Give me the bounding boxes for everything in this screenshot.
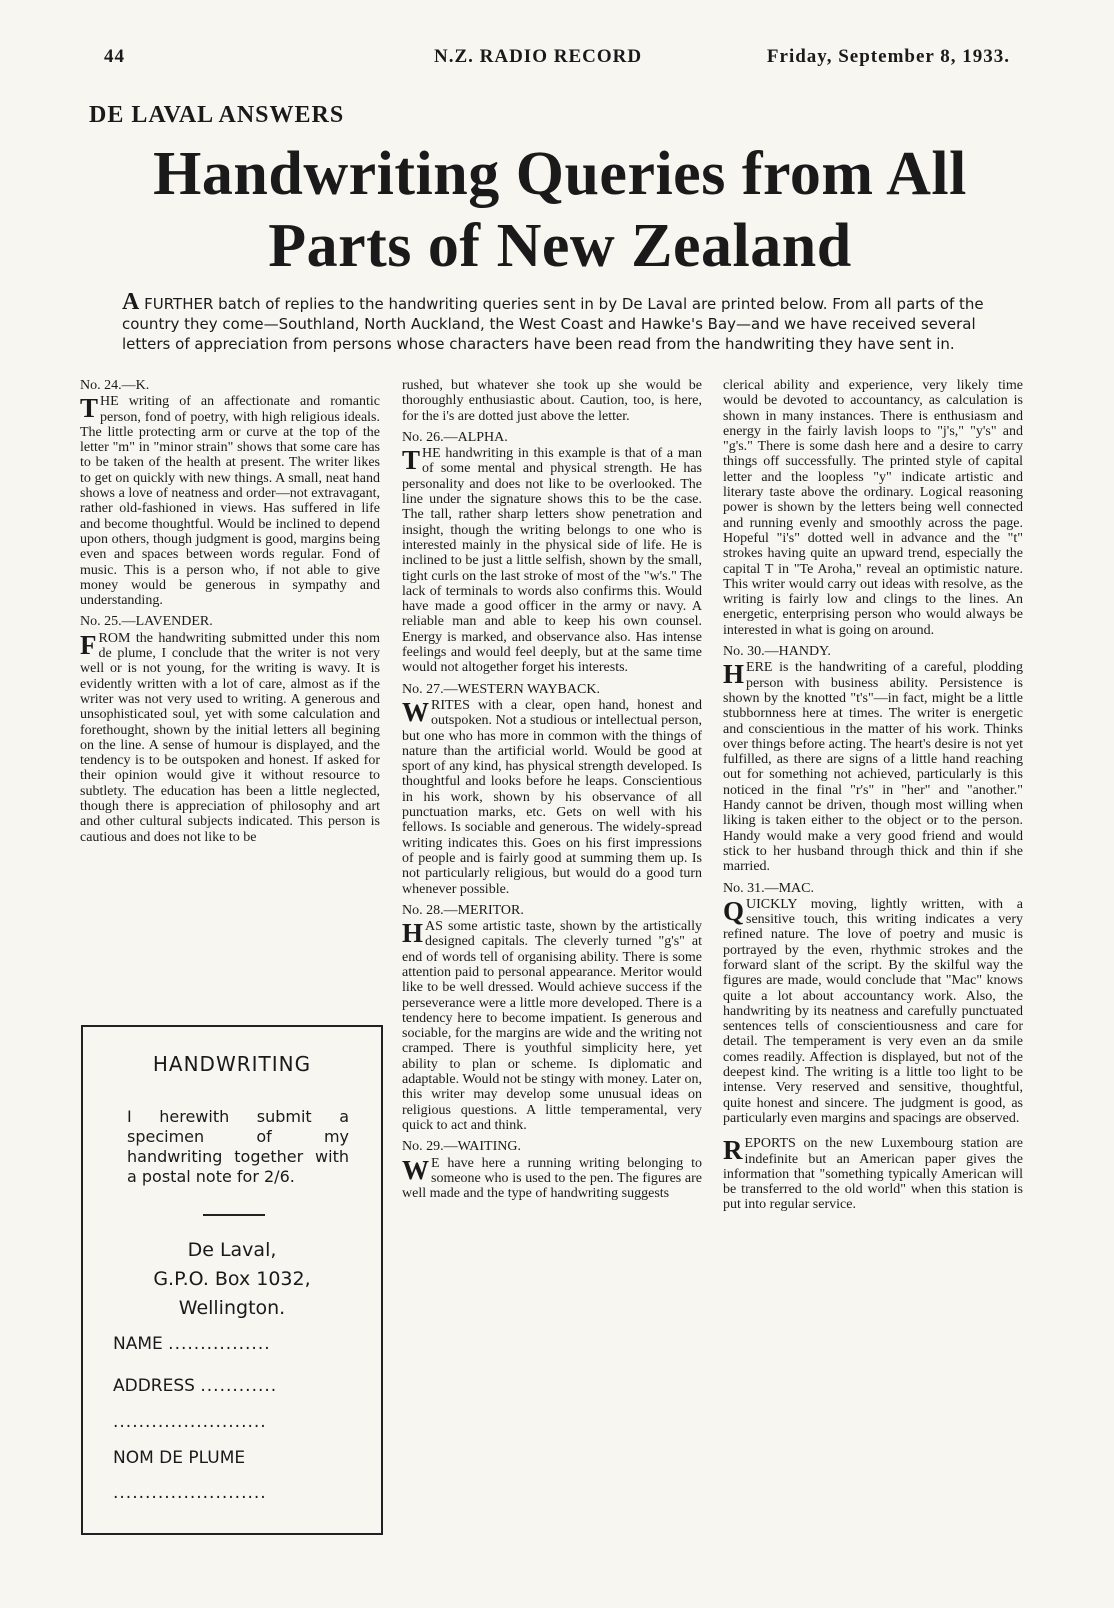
nom-de-plume-line[interactable] — [113, 1483, 267, 1503]
entry-31 — [723, 881, 1023, 1127]
drop-cap: R — [723, 1135, 743, 1166]
drop-cap: T — [80, 393, 99, 424]
entry-25-continued — [402, 378, 702, 424]
intro-text: FURTHER batch of replies to the handwriting queries sent in by De Laval are printed below. From all parts of the country they come—Southland, North Auckland, the West Coast and Hawke's Bay—and we have received several letters of appreciation from persons whose characters have been read from the handwriting they have sent in. — [122, 295, 984, 353]
headline-line-2: Parts of New Zealand — [268, 212, 852, 280]
entry-body: RITES with a clear, open hand, honest and outspoken. Not a studious or intellectual person, but one who has more in common with the things of nature than the artificial world. Would be good at sport of any kind, has physical strength developed. Is thoughtful and looks before he leaps. Conscientious in his work, shown by his observance of all punctuation marks, etc. Gets on well with his fellows. Is sociable and generous. The widely-spread writing indicates this. Goes on his first impressions of people and is fairly good at summing them up. Is not particularly religious, but would do a good turn whenever possible. — [402, 697, 702, 897]
entry-title: No. 30.—HANDY. — [723, 644, 831, 660]
section-kicker: DE LAVAL ANSWERS — [89, 102, 345, 128]
entry-title: No. 27.—WESTERN WAYBACK. — [402, 681, 600, 697]
article-intro — [122, 289, 1002, 354]
entry-body: rushed, but whatever she took up she would be thoroughly enthusiastic about. Caution, too, is here, for the i's are dotted just above the letter. — [402, 378, 702, 424]
page-header — [104, 46, 1010, 70]
address-field-line-2[interactable] — [113, 1412, 267, 1432]
address-field[interactable] — [113, 1376, 277, 1396]
page-number: 44 — [104, 46, 125, 67]
headline-line-1: Handwriting Queries from All — [153, 140, 967, 208]
name-dots: ................ — [168, 1334, 271, 1354]
drop-cap: H — [402, 918, 424, 949]
drop-cap: F — [80, 629, 97, 660]
entry-24 — [80, 378, 380, 608]
coupon-divider — [203, 1214, 265, 1216]
entry-28 — [402, 903, 702, 1133]
address-dots-2: ........................ — [113, 1412, 267, 1432]
name-label: NAME — [113, 1334, 163, 1354]
drop-cap: W — [402, 696, 429, 727]
entry-27 — [402, 682, 702, 897]
entry-body: E have here a running writing belonging to someone who is used to the pen. The figures are well made and the type of handwriting suggests — [402, 1155, 702, 1202]
coupon-title: HANDWRITING — [152, 1052, 312, 1076]
entry-title: No. 28.—MERITOR. — [402, 902, 524, 918]
entry-29-continued — [723, 378, 1023, 638]
note-body: EPORTS on the new Luxembourg station are indefinite but an American paper gives the information that "something typically American will be transferred to the old world" when this station is put into regular service. — [723, 1136, 1023, 1213]
entry-30 — [723, 644, 1023, 874]
address-label: ADDRESS — [113, 1376, 195, 1396]
column-2 — [402, 378, 702, 1207]
entry-29 — [402, 1139, 702, 1201]
nom-de-plume-field[interactable] — [113, 1448, 245, 1468]
entry-body: HE writing of an affectionate and romantic person, fond of poetry, with high religious ideals. The little protecting arm or curve at the top of the letter "m" in "minor strain" shows that some care has to be taken of the health at present. The writer likes to get on quickly with new things. A small, neat hand shows a love of neatness and order—not extravagant, rather old-fashioned in views. Has suffered in life and become thoughtful. Would be inclined to depend upon others, though judgment is good, margins being even and spaces between words regular. Fond of music. This is a person who, if not able to give money would be generous in sympathy and understanding. — [80, 394, 380, 609]
coupon-instructions: I herewith submit a specimen of my handwriting together with a postal note for 2/6. — [127, 1107, 349, 1186]
intro-drop-cap: A — [122, 289, 140, 315]
drop-cap: T — [402, 445, 421, 476]
entry-title: No. 25.—LAVENDER. — [80, 614, 213, 630]
entry-25 — [80, 614, 380, 844]
entry-26 — [402, 430, 702, 676]
entry-body: clerical ability and experience, very likely time would be devoted to accountancy, as calculation is shown in many instances. There is enthusiasm and energy in the fairly lavish loops to "j's," "y's" and "g's." There is some dash here and a desire to carry things off successfully. The printed style of capital letter and the loopless "y" indicate artistic and literary taste above the ordinary. Logical reasoning power is shown by the letters being well connected and running evenly and smoothly across the page. Hopeful "i's" dotted well in advance and the "t" strokes having quite an upward trend, especially the capital T in "Te Aroha," reveal an optimistic nature. This writer would carry out ideas with resolve, as the writing is fairly low and clings to the lines. An energetic, enterprising person who would always be interested in what is going on around. — [723, 378, 1023, 638]
name-field[interactable] — [113, 1334, 271, 1354]
drop-cap: Q — [723, 895, 745, 926]
entry-title: No. 24.—K. — [80, 378, 150, 393]
drop-cap: W — [402, 1154, 429, 1185]
entry-body: UICKLY moving, lightly written, with a sensitive touch, this writing indicates a very refined nature. The love of poetry and music is portrayed by the even, rhythmic strokes and the forward slant of the script. By the skilful way the figures are made, would conclude that "Mac" knows quite a lot about accountancy work. Also, the handwriting by its neatness and carefully punctuated sentences tells of conscientiousness and care for detail. The temperament is very even an da smile comes readily. Affection is displayed, but not of the deepest kind. The writing is a little too light to be intense. Very reserved and sensitive, thoughtful, quite honest and sincere. The judgment is good, as particularly even margins and spacings are observed. — [723, 896, 1023, 1126]
entry-body: HE handwriting in this example is that of a man of some mental and physical strength. He has personality and does not like to be overlooked. The line under the signature shows this to be the case. The tall, rather sharp letters show penetration and insight, though the writing belongs to one who is interested mainly in the physical side of life. He is inclined to be just a little selfish, shown by the small, tight curls on the last stroke of most of the "w's." The lack of terminals to words also confirms this. Would have made a good officer in the army or navy. A reliable man and able to keep his own counsel. Energy is marked, and observance also. Has intense feelings and would feel deeply, but at the same time would not altogether forget his interests. — [402, 446, 702, 676]
address-line-3: Wellington. — [178, 1297, 286, 1319]
entry-title: No. 31.—MAC. — [723, 880, 815, 896]
address-dots: ............ — [200, 1376, 278, 1396]
column-1 — [80, 378, 380, 851]
handwriting-coupon — [81, 1025, 383, 1535]
entry-title: No. 26.—ALPHA. — [402, 429, 508, 445]
coupon-address — [83, 1236, 381, 1323]
luxembourg-note — [723, 1136, 1023, 1212]
nom-dots: ........................ — [113, 1483, 267, 1503]
column-3 — [723, 378, 1023, 1219]
entry-body: AS some artistic taste, shown by the artistically designed capitals. The cleverly turned "g's" at end of words tell of organising ability. There is some attention paid to personal appearance. Meritor would like to be well dressed. Would achieve success if the perseverance were a little more developed. There is a tendency here to become impatient. Is generous and sociable, for the margins are wide and the writing not cramped. There is youthful simplicity here, yet ability to plan or scheme. Is diplomatic and adaptable. Would not be stingy with money. Later on, this writer may develop some unusual ideas on religious questions. A little temperamental, very quick to act and think. — [402, 919, 702, 1133]
drop-cap: H — [723, 659, 745, 690]
nom-de-plume-label: NOM DE PLUME — [113, 1448, 246, 1468]
address-line-2: G.P.O. Box 1032, — [153, 1268, 311, 1290]
address-line-1: De Laval, — [187, 1239, 277, 1261]
entry-title: No. 29.—WAITING. — [402, 1139, 521, 1155]
entry-body: ROM the handwriting submitted under this nom de plume, I conclude that the writer is not very well or is not young, for the writing is wavy. It is evidently written with a lot of care, almost as if the writer was not very used to writing. A generous and unsophisticated soul, yet with some calculation and forethought, shown by the initial letters all begining on the line. A sense of humour is displayed, and the tendency is to be outspoken and honest. If asked for their opinion would give it without resource to subtlety. The education has been a little neglected, though there is appreciation of philosophy and art and other cultural subjects indicated. This person is cautious and does not like to be — [80, 630, 380, 845]
publication-name: N.Z. RADIO RECORD — [434, 46, 643, 67]
article-headline — [60, 138, 1060, 282]
entry-body: ERE is the handwriting of a careful, plodding person with business ability. Persistence is shown by the knotted "t's"—in fact, might be a little stubbornness here at times. The writer is energetic and conscientious in the matter of his work. Thinks over things before acting. The heart's desire is not yet fulfilled, as there are signs of a little hand reaching out for something not achieved, particularly is this noticed in the final "r's" in "her" and "another." Handy cannot be driven, though most willing when liking is taken either to the object or to the person. Handy would make a very good friend and would stick to her husband through thick and thin if she married. — [723, 660, 1023, 875]
issue-date: Friday, September 8, 1933. — [766, 46, 1010, 67]
